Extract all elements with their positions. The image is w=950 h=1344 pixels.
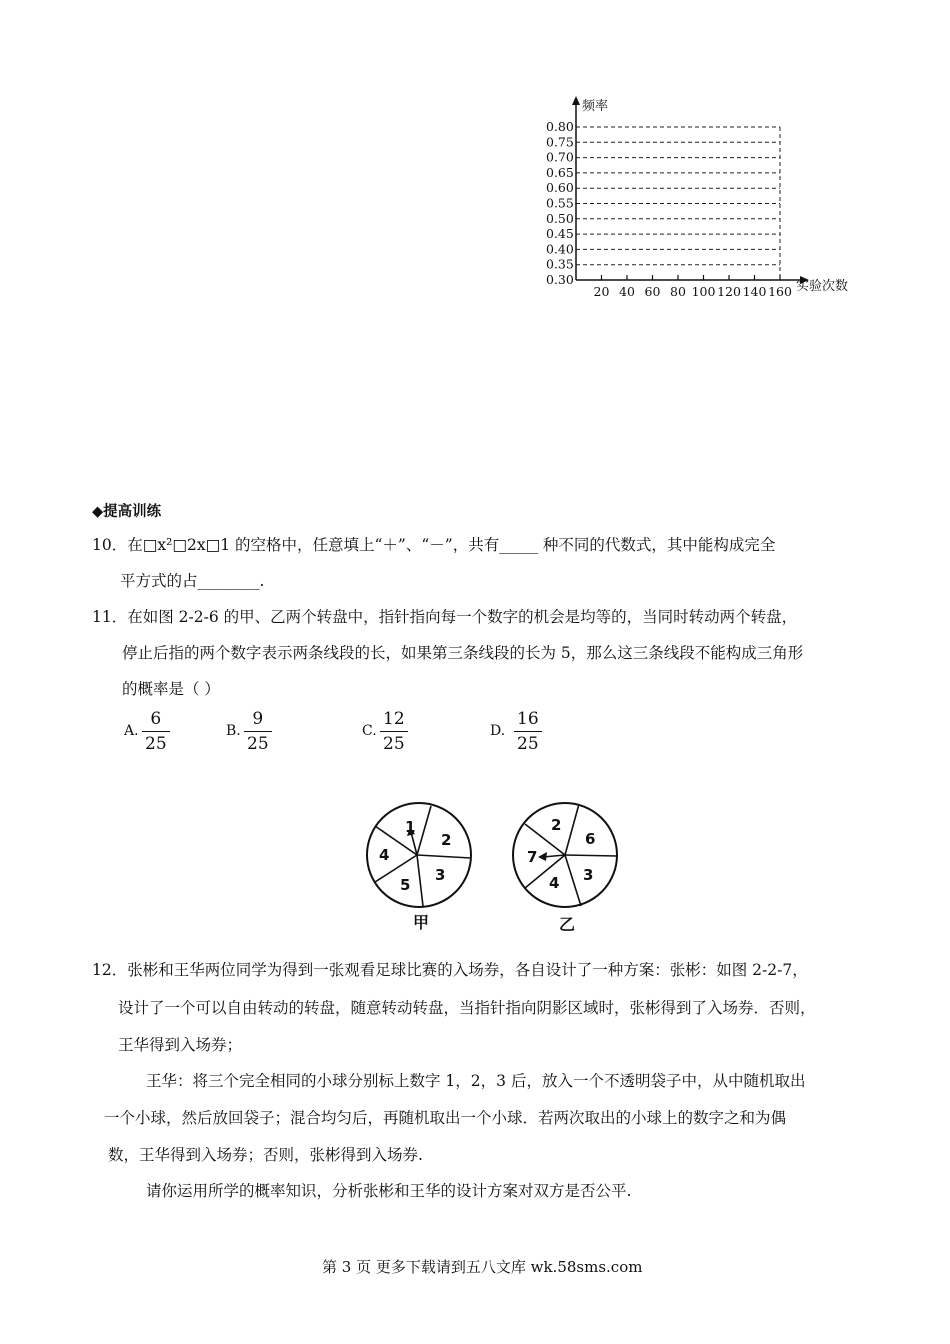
wheel-jia-number: 1 (405, 818, 416, 836)
q12-line2: 设计了一个可以自由转动的转盘，随意转动转盘，当指针指向阴影区域时，张彬得到了入场券．否则， (118, 999, 816, 1017)
chart-x-tick-label: 60 (644, 284, 661, 299)
wheel-yi-number: 2 (551, 816, 562, 834)
option-d-numerator: 16 (517, 709, 539, 729)
chart-y-tick-label: 0.80 (546, 119, 574, 134)
q12-line5: 一个小球，然后放回袋子；混合均匀后，再随机取出一个小球．若两次取出的小球上的数字之和为偶 (104, 1109, 787, 1127)
chart-y-ticks (546, 119, 574, 287)
option-d-denominator: 25 (517, 734, 539, 754)
page-footer: 第 3 页 更多下载请到五八文库 wk.58sms.com (322, 1258, 643, 1276)
chart-y-tick-label: 0.65 (546, 164, 574, 180)
q10-line1: 10．在□x²□2x□1 的空格中，任意填上“＋”、“－”，共有_____ 种不同的代数式，其中能构成完全 (92, 536, 776, 554)
q12-line7: 请你运用所学的概率知识，分析张彬和王华的设计方案对双方是否公平. (146, 1182, 632, 1200)
option-b-label: B. (226, 723, 241, 739)
option-a-numerator: 6 (150, 709, 162, 729)
chart-y-label: 频率 (582, 99, 609, 114)
wheel-jia-number: 5 (400, 876, 411, 894)
q10-line2: 平方式的占________. (120, 572, 265, 590)
spinner-wheels-figure (355, 800, 635, 935)
chart-x-tick-label: 40 (619, 284, 635, 299)
wheel-jia (367, 803, 471, 932)
chart-grid (576, 127, 780, 280)
wheel-yi-number: 3 (583, 866, 594, 884)
wheel-jia-number: 3 (435, 866, 446, 884)
option-a-denominator: 25 (145, 734, 167, 754)
chart-x-ticks (594, 275, 792, 299)
option-d-label: D. (490, 723, 506, 739)
chart-y-tick-label: 0.70 (546, 149, 574, 165)
section-title: ◆提高训练 (92, 504, 162, 520)
wheel-yi (513, 803, 617, 934)
option-a-label: A. (124, 723, 139, 739)
chart-y-tick-label: 0.75 (546, 134, 574, 150)
chart-x-tick-label: 120 (717, 284, 741, 299)
chart-x-tick-label: 100 (691, 284, 716, 299)
frequency-chart (530, 90, 870, 300)
chart-x-tick-label: 80 (670, 284, 686, 299)
chart-x-label: 实验次数 (796, 279, 849, 294)
chart-y-tick-label: 0.35 (546, 256, 574, 272)
q12-line3: 王华得到入场券； (118, 1036, 243, 1054)
wheel-jia-number: 2 (441, 831, 452, 849)
option-c-fraction (380, 709, 408, 754)
option-c-denominator: 25 (383, 734, 405, 754)
chart-x-tick-label: 160 (768, 284, 792, 299)
option-b-fraction (244, 709, 272, 754)
chart-axes (572, 96, 809, 284)
wheel-jia-caption: 甲 (413, 913, 430, 932)
chart-y-tick-label: 0.50 (546, 210, 574, 226)
q11-line2: 停止后指的两个数字表示两条线段的长，如果第三条线段的长为 5，那么这三条线段不能构成三角形 (122, 644, 804, 662)
chart-y-tick-label: 0.40 (546, 241, 574, 257)
q12-line4: 王华：将三个完全相同的小球分别标上数字 1，2，3 后，放入一个不透明袋子中，从中随机取出 (146, 1072, 806, 1090)
q12-line1: 12．张彬和王华两位同学为得到一张观看足球比赛的入场券，各自设计了一种方案：张彬：如图 2-2-7， (92, 961, 808, 979)
chart-y-tick-label: 0.55 (546, 195, 574, 211)
option-c-numerator: 12 (383, 709, 405, 729)
chart-x-tick-label: 20 (593, 284, 610, 299)
chart-x-tick-label: 140 (742, 284, 767, 299)
chart-y-tick-label: 0.30 (546, 272, 574, 287)
q11-line1: 11．在如图 2-2-6 的甲、乙两个转盘中，指针指向每一个数字的机会是均等的，当同时转动两个转盘， (92, 608, 798, 626)
option-b-numerator: 9 (252, 709, 264, 729)
wheel-jia-number: 4 (379, 846, 390, 864)
option-d-fraction (514, 709, 542, 754)
wheel-yi-number: 4 (549, 874, 560, 892)
option-a-fraction (142, 709, 170, 754)
option-c-label: C. (362, 723, 377, 739)
q11-line3: 的概率是（ ） (122, 680, 220, 698)
pointer-arrow-icon (538, 852, 547, 861)
wheel-yi-caption: 乙 (559, 915, 576, 934)
option-b-denominator: 25 (247, 734, 269, 754)
y-axis-arrow-icon (572, 96, 580, 105)
chart-y-tick-label: 0.45 (546, 226, 574, 242)
wheel-yi-number: 6 (585, 830, 596, 848)
q12-line6: 数，王华得到入场券；否则，张彬得到入场券. (108, 1146, 423, 1164)
chart-y-tick-label: 0.60 (546, 180, 574, 196)
wheel-yi-number: 7 (527, 848, 538, 866)
